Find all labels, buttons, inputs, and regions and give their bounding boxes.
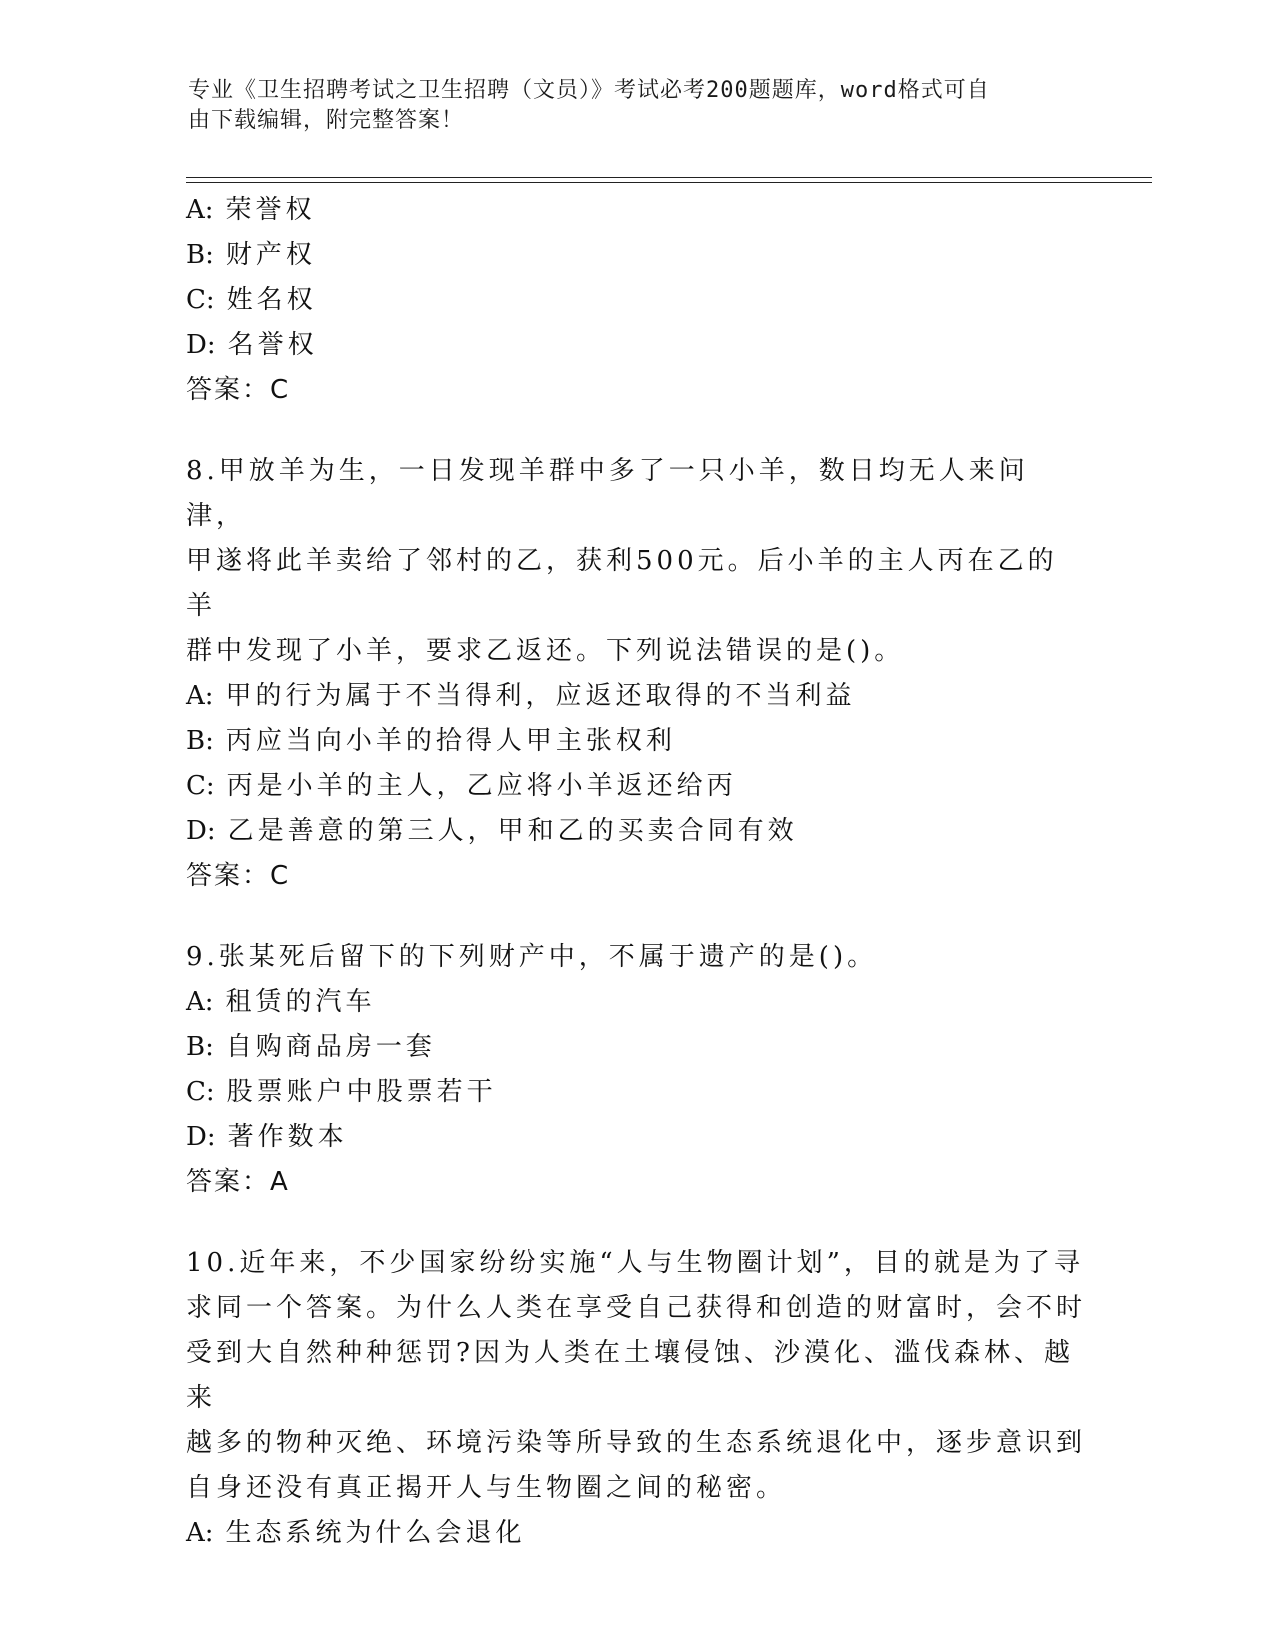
header-divider-top xyxy=(186,177,1152,178)
header-divider-bottom xyxy=(186,182,1152,183)
question-stem xyxy=(186,449,1086,674)
question-8 xyxy=(186,449,1086,899)
spacer xyxy=(186,1205,1086,1241)
option-c: C: 丙是小羊的主人，乙应将小羊返还给丙 xyxy=(186,771,737,801)
answer: 答案：A xyxy=(186,1167,290,1197)
spacer xyxy=(186,413,1086,449)
stem-line: 10.近年来，不少国家纷纷实施“人与生物圈计划”，目的就是为了寻 xyxy=(186,1248,1084,1278)
stem-line: 求同一个答案。为什么人类在享受自己获得和创造的财富时，会不时 xyxy=(186,1293,1087,1323)
header-line-1: 专业《卫生招聘考试之卫生招聘（文员）》考试必考200题题库，word格式可自 xyxy=(188,78,990,103)
question-9 xyxy=(186,935,1086,1205)
stem-line: 8.甲放羊为生，一日发现羊群中多了一只小羊，数日均无人来问津， xyxy=(186,456,1029,531)
option-d: D: 乙是善意的第三人，甲和乙的买卖合同有效 xyxy=(186,816,798,846)
option-b: B: 丙应当向小羊的拾得人甲主张权利 xyxy=(186,726,676,756)
option-a: A: 甲的行为属于不当得利，应返还取得的不当利益 xyxy=(186,681,856,711)
answer: 答案：C xyxy=(186,861,291,891)
option-d: D: 著作数本 xyxy=(186,1122,348,1152)
option-a: A: 生态系统为什么会退化 xyxy=(186,1518,526,1548)
option-d: D: 名誉权 xyxy=(186,330,318,360)
stem-line: 自身还没有真正揭开人与生物圈之间的秘密。 xyxy=(186,1473,787,1503)
question-stem xyxy=(186,1241,1086,1511)
option-a: A: 租赁的汽车 xyxy=(186,987,376,1017)
question-10 xyxy=(186,1241,1086,1556)
option-a: A: 荣誉权 xyxy=(186,195,316,225)
option-b: B: 财产权 xyxy=(186,240,316,270)
option-c: C: 股票账户中股票若干 xyxy=(186,1077,497,1107)
option-b: B: 自购商品房一套 xyxy=(186,1032,436,1062)
option-c: C: 姓名权 xyxy=(186,285,317,315)
stem-line: 群中发现了小羊，要求乙返还。下列说法错误的是()。 xyxy=(186,636,905,666)
document-header xyxy=(188,76,1068,136)
spacer xyxy=(186,899,1086,935)
answer: 答案：C xyxy=(186,375,291,405)
question-7 xyxy=(186,188,1086,413)
stem-line: 越多的物种灭绝、环境污染等所导致的生态系统退化中，逐步意识到 xyxy=(186,1428,1087,1458)
stem-line: 受到大自然种种惩罚?因为人类在土壤侵蚀、沙漠化、滥伐森林、越来 xyxy=(186,1338,1074,1413)
stem-line: 9.张某死后留下的下列财产中，不属于遗产的是()。 xyxy=(186,942,878,972)
stem-line: 甲遂将此羊卖给了邻村的乙，获利500元。后小羊的主人丙在乙的羊 xyxy=(186,546,1058,621)
question-list xyxy=(186,188,1086,1556)
header-line-2: 由下载编辑，附完整答案！ xyxy=(188,108,465,133)
question-stem xyxy=(186,935,1086,980)
